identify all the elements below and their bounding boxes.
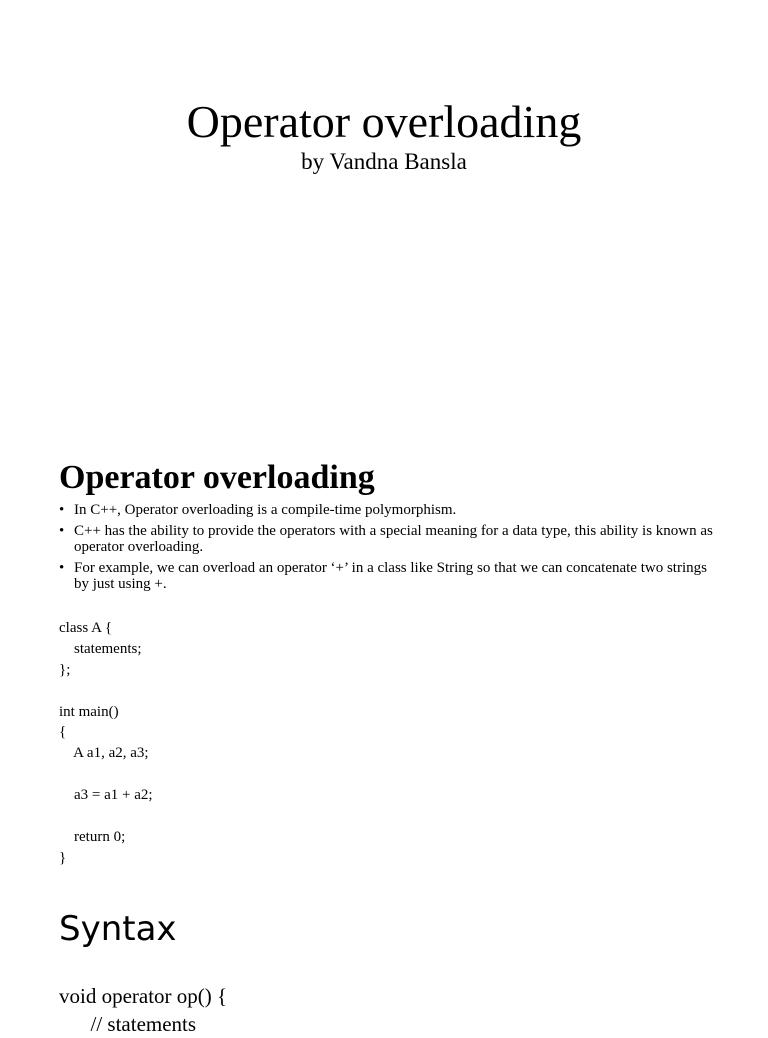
code-line: } — [59, 849, 67, 866]
code-line: { — [59, 724, 67, 741]
bullet-item — [59, 523, 719, 555]
code-line: }; — [59, 661, 71, 678]
section-heading-operator-overloading: Operator overloading — [59, 459, 375, 496]
bullet-item — [59, 560, 719, 592]
bullet-text: For example, we can overload an operator ‘+’ in a class like String so that we can concatenate two strings by just using +. — [74, 560, 707, 592]
code-line — [59, 764, 153, 785]
code-line: A a1, a2, a3; — [59, 745, 149, 762]
bullet-icon: • — [59, 502, 65, 518]
code-line: int main() — [59, 703, 119, 720]
bullet-text: C++ has the ability to provide the operators with a special meaning for a data type, this ability is known as operator overloading. — [74, 523, 713, 555]
section-heading-syntax: Syntax — [59, 909, 177, 949]
code-line: void operator op() { — [59, 984, 228, 1008]
bullet-text: In C++, Operator overloading is a compile-time polymorphism. — [74, 502, 457, 518]
code-line: a3 = a1 + a2; — [59, 787, 153, 804]
code-line — [59, 806, 153, 827]
bullet-icon: • — [59, 523, 65, 539]
code-line: statements; — [59, 640, 142, 657]
code-line: return 0; — [59, 828, 126, 845]
author-subtitle: by Vandna Bansla — [301, 149, 467, 174]
bullet-item — [59, 502, 719, 518]
title-block — [0, 96, 768, 176]
code-line: class A { — [59, 620, 113, 636]
bullet-list — [59, 502, 719, 597]
syntax-code — [59, 982, 227, 1038]
code-line: // statements — [59, 1012, 197, 1036]
code-line — [59, 681, 153, 702]
bullet-icon: • — [59, 560, 65, 576]
code-example — [59, 618, 153, 869]
page-title: Operator overloading — [186, 96, 582, 147]
